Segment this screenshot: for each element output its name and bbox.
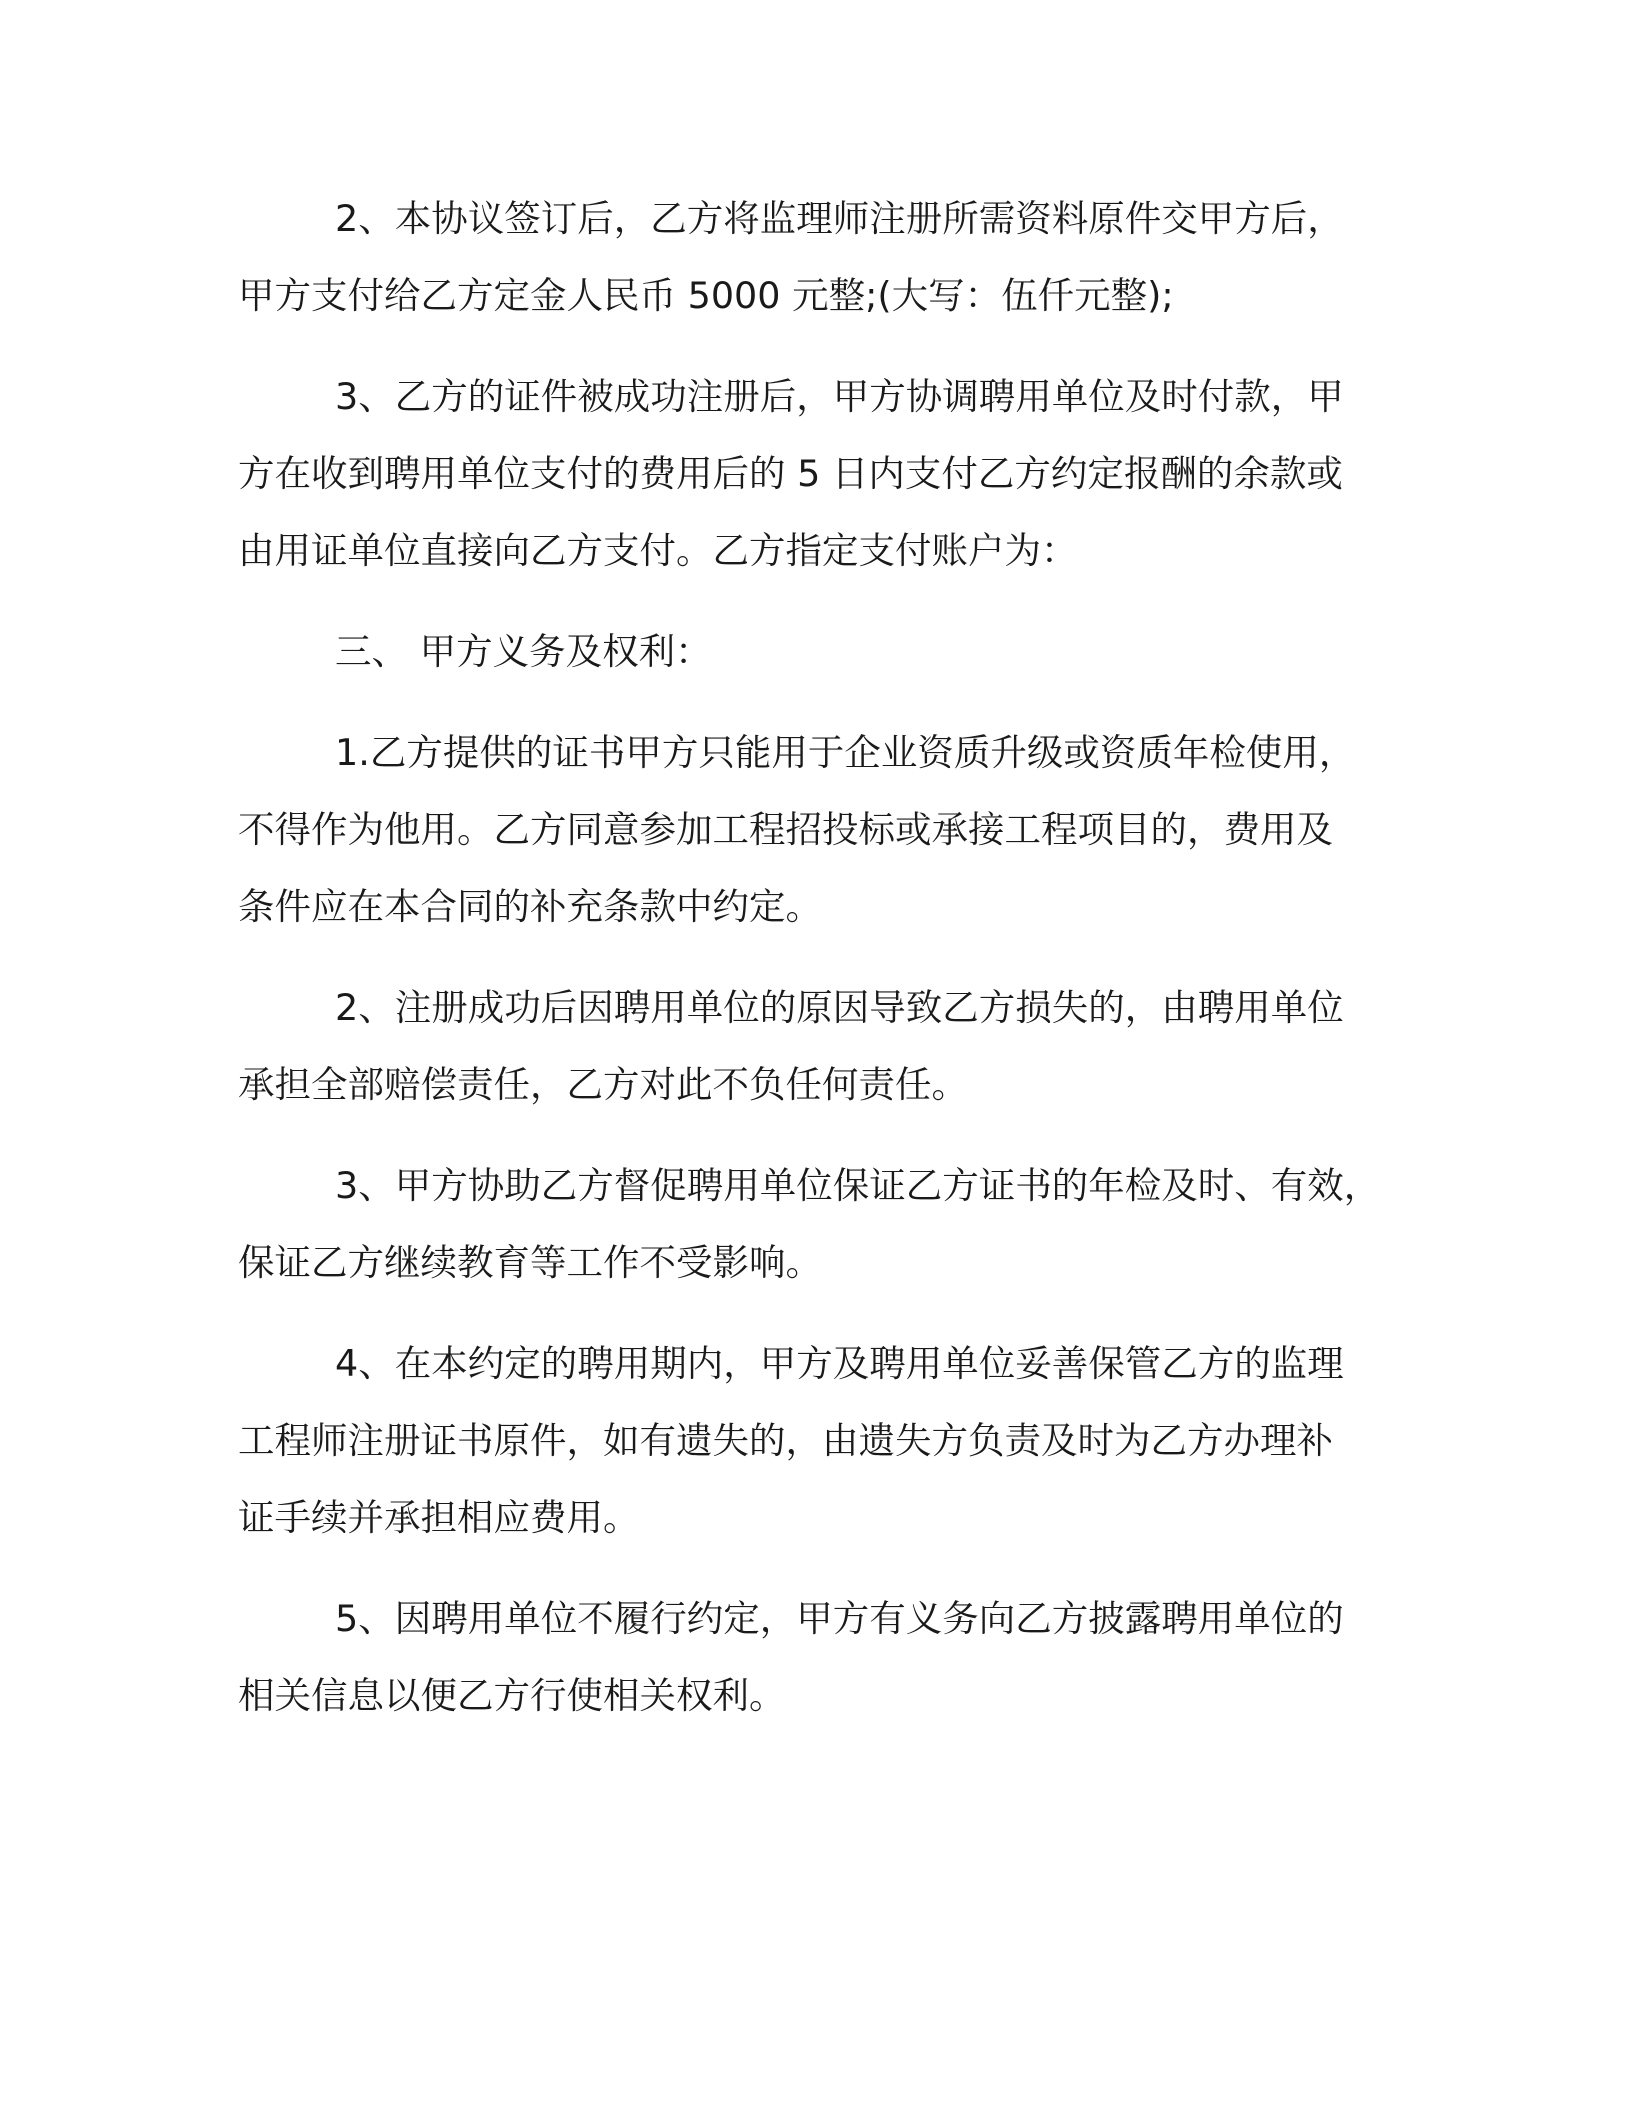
paragraph-line: 3、甲方协助乙方督促聘用单位保证乙方证书的年检及时、有效， <box>335 1164 1381 1207</box>
paragraph-clause-3-payment <box>238 358 1388 589</box>
paragraph-duty-4 <box>238 1325 1388 1556</box>
paragraph-duty-3 <box>238 1147 1388 1301</box>
paragraph-line: 1.乙方提供的证书甲方只能用于企业资质升级或资质年检使用， <box>335 731 1356 774</box>
paragraph-line: 5、因聘用单位不履行约定，甲方有义务向乙方披露聘用单位的 <box>335 1597 1344 1640</box>
section-heading-text: 三、 甲方义务及权利： <box>335 630 712 673</box>
paragraph-line: 3、乙方的证件被成功注册后，甲方协调聘用单位及时付款，甲 <box>335 375 1344 418</box>
paragraph-duty-2 <box>238 969 1388 1123</box>
document-body <box>238 180 1388 1758</box>
paragraph-clause-2-deposit <box>238 180 1388 334</box>
paragraph-line: 方在收到聘用单位支付的费用后的 5 日内支付乙方约定报酬的余款或 <box>238 452 1343 495</box>
paragraph-duty-5 <box>238 1580 1388 1734</box>
paragraph-line: 不得作为他用。乙方同意参加工程招投标或承接工程项目的，费用及 <box>238 808 1333 851</box>
paragraph-line: 证手续并承担相应费用。 <box>238 1496 640 1539</box>
paragraph-line: 2、本协议签订后，乙方将监理师注册所需资料原件交甲方后， <box>335 197 1344 240</box>
paragraph-line: 2、注册成功后因聘用单位的原因导致乙方损失的，由聘用单位 <box>335 986 1344 1029</box>
paragraph-line: 甲方支付给乙方定金人民币 5000 元整;(大写：伍仟元整); <box>238 274 1174 317</box>
paragraph-line: 条件应在本合同的补充条款中约定。 <box>238 885 822 928</box>
section-heading-party-a-duties <box>238 613 1388 690</box>
paragraph-line: 承担全部赔偿责任，乙方对此不负任何责任。 <box>238 1063 968 1106</box>
paragraph-line: 保证乙方继续教育等工作不受影响。 <box>238 1241 822 1284</box>
paragraph-duty-1 <box>238 714 1388 945</box>
paragraph-line: 相关信息以便乙方行使相关权利。 <box>238 1674 786 1717</box>
paragraph-line: 由用证单位直接向乙方支付。乙方指定支付账户为： <box>238 529 1078 572</box>
paragraph-line: 4、在本约定的聘用期内，甲方及聘用单位妥善保管乙方的监理 <box>335 1342 1344 1385</box>
paragraph-line: 工程师注册证书原件，如有遗失的，由遗失方负责及时为乙方办理补 <box>238 1419 1333 1462</box>
